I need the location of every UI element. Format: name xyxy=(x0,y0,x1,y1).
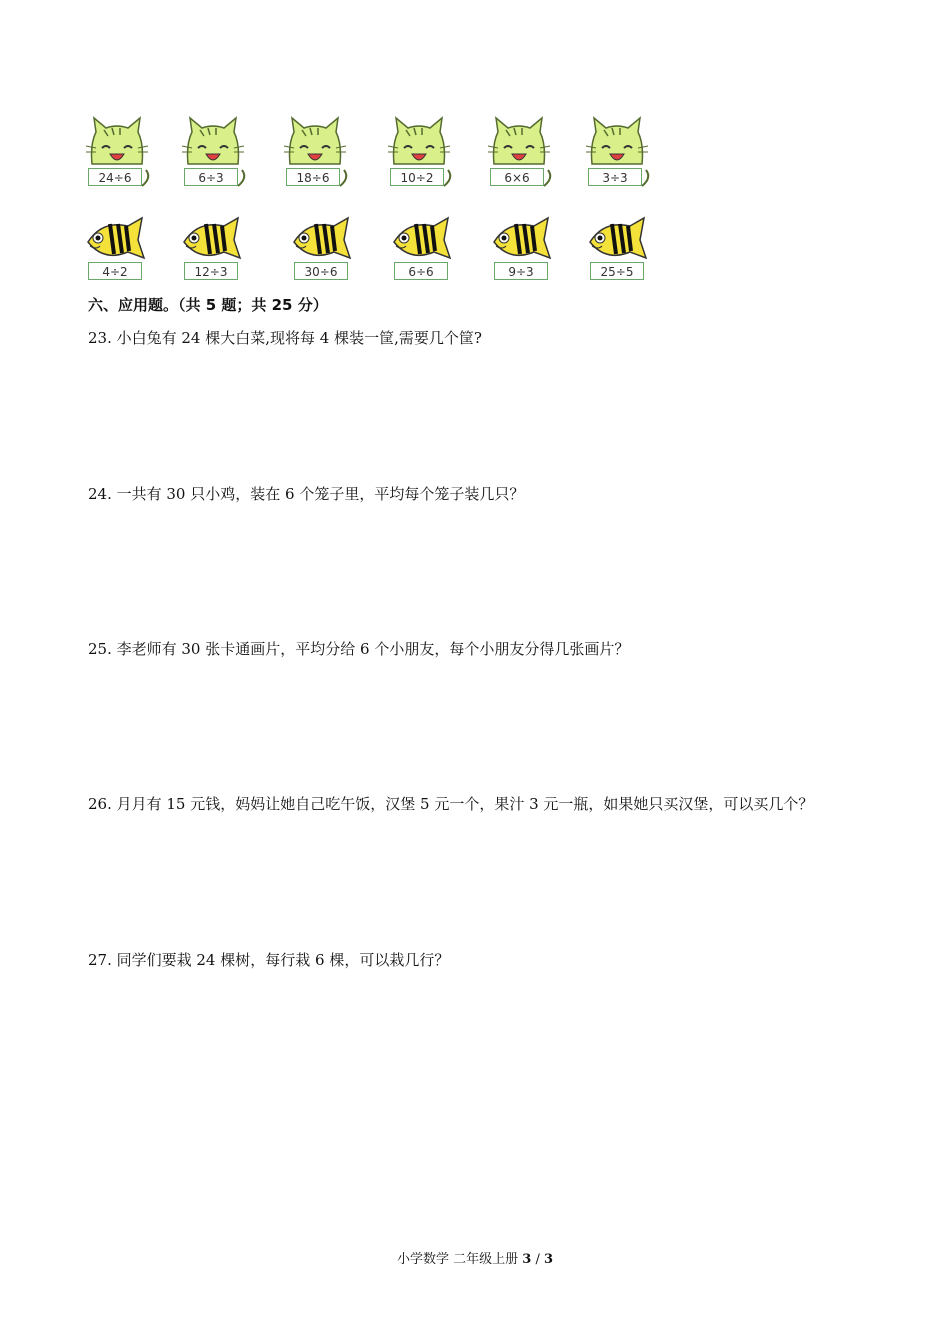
equation-card: 6÷3 xyxy=(184,168,238,186)
fish-item xyxy=(178,210,248,290)
fish-item xyxy=(82,210,152,290)
question-27: 27. 同学们要栽 24 棵树，每行栽 6 棵，可以栽几行？ xyxy=(88,951,450,969)
question-24: 24. 一共有 30 只小鸡，装在 6 个笼子里，平均每个笼子装几只？ xyxy=(88,485,525,503)
cat-item xyxy=(280,114,350,194)
equation-card: 24÷6 xyxy=(88,168,142,186)
equation-card: 6×6 xyxy=(490,168,544,186)
footer-label: 小学数学 二年级上册 xyxy=(396,1252,519,1267)
question-26: 26. 月月有 15 元钱，妈妈让她自己吃午饭，汉堡 5 元一个，果汁 3 元一瓶，如果她只买汉堡，可以买几个？ xyxy=(88,795,814,813)
equation-card: 18÷6 xyxy=(286,168,340,186)
question-25: 25. 李老师有 30 张卡通画片，平均分给 6 个小朋友，每个小朋友分得几张画片？ xyxy=(88,640,630,658)
fish-item xyxy=(388,210,458,290)
cat-row xyxy=(0,114,950,194)
page-separator: / xyxy=(535,1252,540,1267)
cat-item xyxy=(484,114,554,194)
cat-item xyxy=(582,114,652,194)
equation-card: 10÷2 xyxy=(390,168,444,186)
cat-item xyxy=(82,114,152,194)
cat-item xyxy=(178,114,248,194)
page-number: 3 xyxy=(522,1252,532,1267)
equation-card: 9÷3 xyxy=(494,262,548,280)
equation-card: 3÷3 xyxy=(588,168,642,186)
page-footer xyxy=(0,1248,950,1267)
equation-card: 4÷2 xyxy=(88,262,142,280)
fish-item xyxy=(488,210,558,290)
fish-item xyxy=(288,210,358,290)
question-23: 23. 小白兔有 24 棵大白菜,现将每 4 棵装一筐,需要几个筐? xyxy=(88,329,482,347)
section-title: 六、应用题。（共 5 题；共 25 分） xyxy=(88,296,328,314)
page-total: 3 xyxy=(543,1252,554,1267)
equation-card: 25÷5 xyxy=(590,262,644,280)
equation-card: 6÷6 xyxy=(394,262,448,280)
equation-card: 12÷3 xyxy=(184,262,238,280)
cat-item xyxy=(384,114,454,194)
equation-card: 30÷6 xyxy=(294,262,348,280)
fish-row xyxy=(0,210,950,290)
fish-item xyxy=(584,210,654,290)
